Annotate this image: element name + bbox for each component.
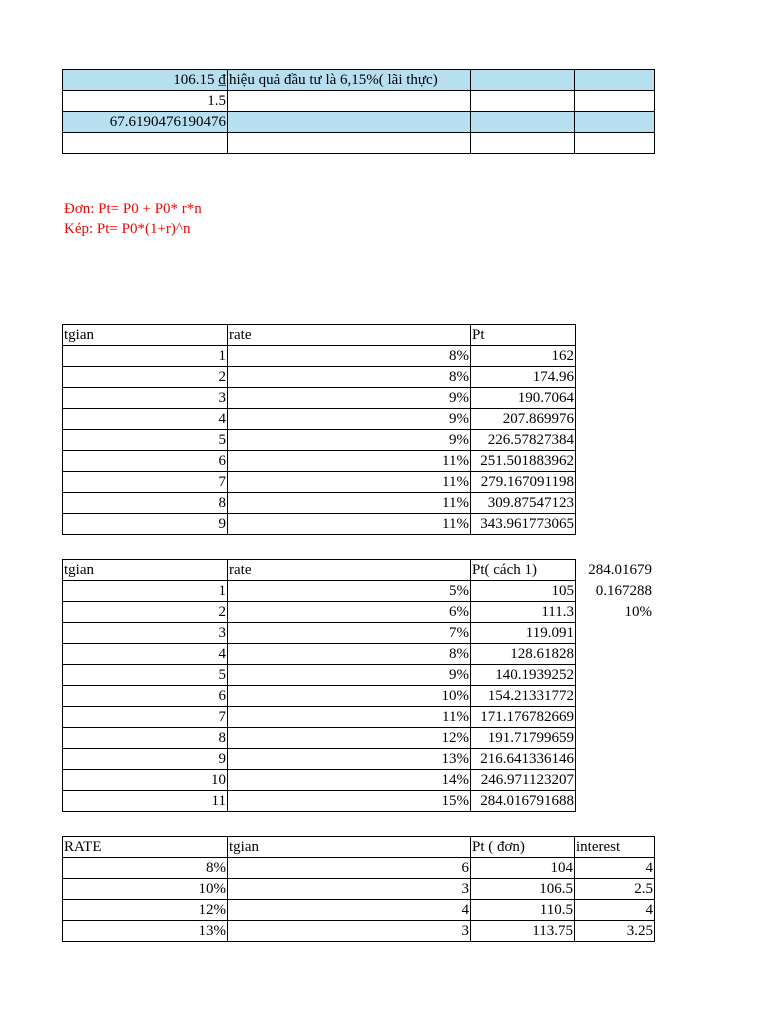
- cell[interactable]: 2: [63, 602, 228, 623]
- table-row: [63, 707, 576, 728]
- cell[interactable]: 7: [63, 707, 228, 728]
- header-row: [63, 560, 576, 581]
- column-header[interactable]: interest: [575, 837, 655, 858]
- table-row: [63, 581, 576, 602]
- cell[interactable]: 6: [228, 858, 471, 879]
- table-row: [63, 388, 576, 409]
- cell[interactable]: 119.091: [471, 623, 576, 644]
- cell[interactable]: 154.21331772: [471, 686, 576, 707]
- cell[interactable]: 104: [471, 858, 575, 879]
- cell[interactable]: 9%: [228, 409, 471, 430]
- cell[interactable]: 5%: [228, 581, 471, 602]
- table-row: [63, 451, 576, 472]
- table-row: [63, 858, 655, 879]
- cell[interactable]: 106.15 ₫: [63, 70, 228, 91]
- compound-interest-formula: Kép: Pt= P0*(1+r)^n: [64, 221, 191, 237]
- cell[interactable]: 110.5: [471, 900, 575, 921]
- cell[interactable]: 9%: [228, 665, 471, 686]
- cell[interactable]: 4: [63, 409, 228, 430]
- cell[interactable]: 4: [63, 644, 228, 665]
- table-row: [63, 409, 576, 430]
- table-row: [63, 921, 655, 942]
- column-header[interactable]: Pt ( đơn): [471, 837, 575, 858]
- cell[interactable]: 9%: [228, 430, 471, 451]
- table-row: [63, 728, 576, 749]
- cell[interactable]: 3: [63, 388, 228, 409]
- cell[interactable]: [228, 112, 471, 133]
- column-header[interactable]: rate: [228, 560, 471, 581]
- cell[interactable]: 12%: [63, 900, 228, 921]
- cell[interactable]: 10%: [228, 686, 471, 707]
- cell[interactable]: 11%: [228, 707, 471, 728]
- table-row: [63, 133, 655, 154]
- cell[interactable]: 8%: [228, 346, 471, 367]
- cell[interactable]: 8%: [228, 367, 471, 388]
- column-header[interactable]: Pt: [471, 325, 576, 346]
- cell[interactable]: 309.87547123: [471, 493, 576, 514]
- top-table: [62, 69, 655, 154]
- cell[interactable]: 1.5: [63, 91, 228, 112]
- table-row: [63, 770, 576, 791]
- column-header[interactable]: tgian: [228, 837, 471, 858]
- cell[interactable]: 8: [63, 728, 228, 749]
- table-row: [63, 879, 655, 900]
- cell[interactable]: [575, 112, 655, 133]
- cell[interactable]: 11: [63, 791, 228, 812]
- cell[interactable]: 10%: [63, 879, 228, 900]
- cell[interactable]: 8%: [228, 644, 471, 665]
- column-header[interactable]: RATE: [63, 837, 228, 858]
- simple-interest-formula: Đơn: Pt= P0 + P0* r*n: [64, 201, 202, 217]
- cell[interactable]: 13%: [63, 921, 228, 942]
- cell[interactable]: 9: [63, 514, 228, 535]
- cell[interactable]: 343.961773065: [471, 514, 576, 535]
- cell[interactable]: 11%: [228, 493, 471, 514]
- cell[interactable]: [471, 133, 575, 154]
- cell[interactable]: 67.6190476190476: [63, 112, 228, 133]
- column-header[interactable]: Pt( cách 1): [471, 560, 576, 581]
- header-row: [63, 325, 576, 346]
- cell[interactable]: 11%: [228, 451, 471, 472]
- side-value-final: 284.01679: [588, 562, 652, 578]
- cell[interactable]: 3.25: [575, 921, 655, 942]
- cell[interactable]: [471, 91, 575, 112]
- table-row: [63, 791, 576, 812]
- cell[interactable]: 3: [228, 879, 471, 900]
- table-row: [63, 686, 576, 707]
- cell[interactable]: 11%: [228, 472, 471, 493]
- table-row: [63, 644, 576, 665]
- table-row: [63, 665, 576, 686]
- cell[interactable]: 251.501883962: [471, 451, 576, 472]
- table-row: [63, 367, 576, 388]
- cell[interactable]: 13%: [228, 749, 471, 770]
- table-row: [63, 346, 576, 367]
- table-row: [63, 70, 655, 91]
- cell[interactable]: 6%: [228, 602, 471, 623]
- table-row: [63, 602, 576, 623]
- cell[interactable]: 207.869976: [471, 409, 576, 430]
- table-row: [63, 91, 655, 112]
- table-row: [63, 472, 576, 493]
- cell[interactable]: 174.96: [471, 367, 576, 388]
- table-row: [63, 623, 576, 644]
- cell[interactable]: 14%: [228, 770, 471, 791]
- cell[interactable]: 2: [63, 367, 228, 388]
- compound-table-2: [62, 559, 576, 812]
- cell[interactable]: 105: [471, 581, 576, 602]
- cell[interactable]: 8: [63, 493, 228, 514]
- cell[interactable]: 191.71799659: [471, 728, 576, 749]
- cell[interactable]: 279.167091198: [471, 472, 576, 493]
- cell[interactable]: [575, 91, 655, 112]
- cell[interactable]: 7%: [228, 623, 471, 644]
- cell[interactable]: 3: [228, 921, 471, 942]
- cell[interactable]: [471, 70, 575, 91]
- column-header[interactable]: tgian: [63, 560, 228, 581]
- cell[interactable]: 106.5: [471, 879, 575, 900]
- cell[interactable]: 140.1939252: [471, 665, 576, 686]
- cell[interactable]: 1: [63, 346, 228, 367]
- cell[interactable]: [575, 70, 655, 91]
- cell[interactable]: [228, 133, 471, 154]
- column-header[interactable]: tgian: [63, 325, 228, 346]
- cell[interactable]: 9%: [228, 388, 471, 409]
- cell[interactable]: 6: [63, 451, 228, 472]
- cell[interactable]: 113.75: [471, 921, 575, 942]
- table-row: [63, 493, 576, 514]
- cell[interactable]: [228, 91, 471, 112]
- cell[interactable]: 5: [63, 430, 228, 451]
- cell[interactable]: 4: [575, 900, 655, 921]
- cell[interactable]: 190.7064: [471, 388, 576, 409]
- cell[interactable]: 9: [63, 749, 228, 770]
- cell[interactable]: 4: [575, 858, 655, 879]
- cell[interactable]: 8%: [63, 858, 228, 879]
- header-row: [63, 837, 655, 858]
- table-row: [63, 514, 576, 535]
- cell[interactable]: 1: [63, 581, 228, 602]
- cell[interactable]: 12%: [228, 728, 471, 749]
- cell[interactable]: [471, 112, 575, 133]
- table-row: [63, 112, 655, 133]
- table-row: [63, 430, 576, 451]
- cell[interactable]: 7: [63, 472, 228, 493]
- column-header[interactable]: rate: [228, 325, 471, 346]
- cell[interactable]: hiệu quả đầu tư là 6,15%( lãi thực): [228, 70, 471, 91]
- cell[interactable]: 162: [471, 346, 576, 367]
- cell[interactable]: 3: [63, 623, 228, 644]
- side-value-rate: 10%: [624, 604, 652, 620]
- cell[interactable]: 2.5: [575, 879, 655, 900]
- compound-table-1: [62, 324, 576, 535]
- cell[interactable]: 10: [63, 770, 228, 791]
- simple-interest-table: [62, 836, 655, 942]
- cell[interactable]: 11%: [228, 514, 471, 535]
- table-row: [63, 749, 576, 770]
- cell[interactable]: 4: [228, 900, 471, 921]
- cell[interactable]: 111.3: [471, 602, 576, 623]
- cell[interactable]: 128.61828: [471, 644, 576, 665]
- side-value-ratio: 0.167288: [595, 583, 652, 599]
- cell[interactable]: [575, 133, 655, 154]
- cell[interactable]: 6: [63, 686, 228, 707]
- cell[interactable]: 15%: [228, 791, 471, 812]
- cell[interactable]: 216.641336146: [471, 749, 576, 770]
- cell[interactable]: 5: [63, 665, 228, 686]
- cell[interactable]: 171.176782669: [471, 707, 576, 728]
- cell[interactable]: 284.016791688: [471, 791, 576, 812]
- table-row: [63, 900, 655, 921]
- cell[interactable]: [63, 133, 228, 154]
- cell[interactable]: 246.971123207: [471, 770, 576, 791]
- cell[interactable]: 226.57827384: [471, 430, 576, 451]
